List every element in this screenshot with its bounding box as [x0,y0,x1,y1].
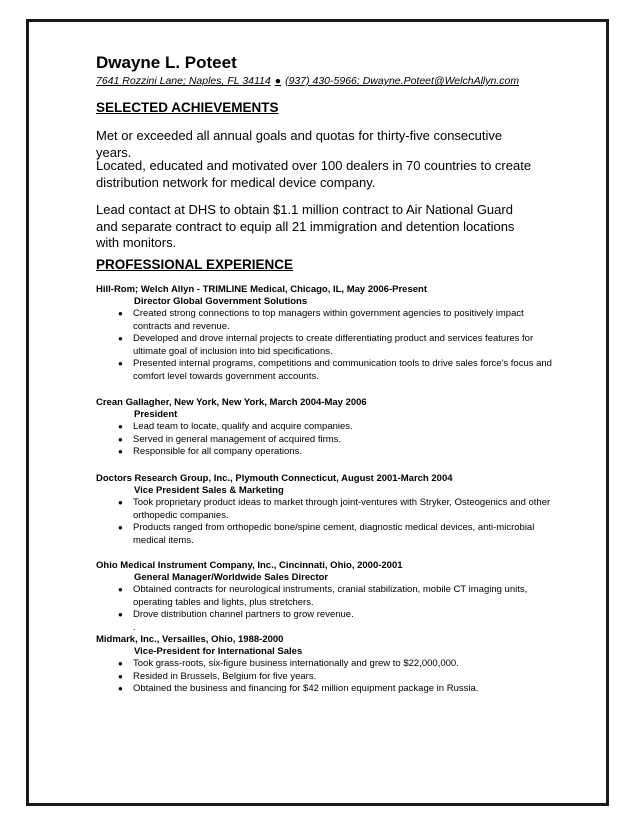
bullet-text: Lead team to locate, qualify and acquire companies. [133,421,353,432]
job-header: Doctors Research Group, Inc., Plymouth Connecticut, August 2001-March 2004 [96,473,453,484]
list-item [96,446,556,459]
job-entry [96,560,556,632]
bullet-icon: ● [118,684,123,693]
job-title: President [134,409,178,420]
job-header: Midmark, Inc., Versailles, Ohio, 1988-2000 [96,634,284,645]
list-item [96,522,556,547]
achievement-item: Located, educated and motivated over 100 dealers in 70 countries to create distribution network for medical device company. [96,158,532,190]
job-entry [96,284,556,383]
bullet-text: Obtained the business and financing for $42 million equipment package in Russia. [133,683,479,694]
bullet-icon: ● [118,610,123,619]
bullet-text: Developed and drove internal projects to create differentiating product and services features for ultimate goal of inclusion into bid specifications. [133,333,534,357]
job-title: Vice-President for International Sales [134,646,303,657]
achievement-item: Met or exceeded all annual goals and quotas for thirty-five consecutive years. [96,128,503,160]
job-title: Director Global Government Solutions [134,296,308,307]
bullet-text: Created strong connections to top managers within government agencies to positively impact contracts and revenue. [133,308,524,332]
list-item [96,584,556,609]
bullet-separator-icon: ● [274,75,282,87]
bullet-icon: ● [118,434,123,444]
bullet-text: Drove distribution channel partners to grow revenue. [133,609,354,620]
job-bullets [96,584,556,622]
job-bullets [96,658,556,696]
list-item [96,683,556,696]
job-header: Crean Gallagher, New York, New York, March 2004-May 2006 [96,397,367,408]
list-item [96,333,556,358]
job-entry [96,397,556,459]
achievements-heading: SELECTED ACHIEVEMENTS [96,100,279,115]
list-item [96,421,556,434]
experience-heading: PROFESSIONAL EXPERIENCE [96,257,294,272]
bullet-icon: ● [118,498,123,507]
bullet-text: Took proprietary product ideas to market through joint-ventures with Stryker, Osteogenics and other orthopedic companies. [133,497,551,521]
list-item [96,609,556,622]
job-entry [96,473,556,547]
achievement-item: Lead contact at DHS to obtain $1.1 million contract to Air National Guard and separate contract to equip all 21 immigration and detention locations with monitors. [96,202,515,250]
contact-line [96,75,519,87]
job-entry [96,634,556,696]
bullet-icon: ● [118,447,123,456]
bullet-text: Presented internal programs, competitions and communication tools to drive sales force's focus and comfort level towards government accounts. [133,358,552,382]
bullet-text: Took grass-roots, six-figure business internationally and grew to $22,000,000. [133,658,459,669]
list-item [96,497,556,522]
job-header: Hill-Rom; Welch Allyn - TRIMLINE Medical, Chicago, IL, May 2006-Present [96,284,427,295]
list-item [96,358,556,383]
bullet-icon: ● [118,659,123,668]
job-title: General Manager/Worldwide Sales Director [134,572,329,583]
bullet-icon: ● [118,523,123,532]
job-bullets [96,421,556,459]
job-title: Vice President Sales & Marketing [134,485,284,496]
stray-mark: . [133,622,136,632]
job-bullets [96,497,556,547]
candidate-name: Dwayne L. Poteet [96,53,237,72]
job-header: Ohio Medical Instrument Company, Inc., Cincinnati, Ohio, 2000-2001 [96,560,403,571]
bullet-icon: ● [118,585,123,594]
list-item [96,671,556,684]
job-bullets [96,308,556,383]
bullet-text: Responsible for all company operations. [133,446,302,457]
bullet-icon: ● [118,359,123,368]
bullet-text: Resided in Brussels, Belgium for five years. [133,670,317,682]
bullet-icon: ● [118,422,123,431]
phone-email: (937) 430-5966; Dwayne.Poteet@WelchAllyn.com [285,75,520,87]
bullet-icon: ● [118,671,123,681]
list-item [96,658,556,671]
bullet-icon: ● [118,309,123,318]
address: 7641 Rozzini Lane; Naples, FL 34114 [96,75,271,87]
bullet-text: Products ranged from orthopedic bone/spine cement, diagnostic medical devices, anti-microbial medical items. [133,522,535,546]
list-item [96,308,556,333]
bullet-text: Served in general management of acquired firms. [133,433,342,445]
bullet-text: Obtained contracts for neurological instruments, cranial stabilization, mobile CT imaging units, operating tables and lights, plus stretchers. [133,584,528,608]
list-item [96,434,556,447]
bullet-icon: ● [118,334,123,343]
